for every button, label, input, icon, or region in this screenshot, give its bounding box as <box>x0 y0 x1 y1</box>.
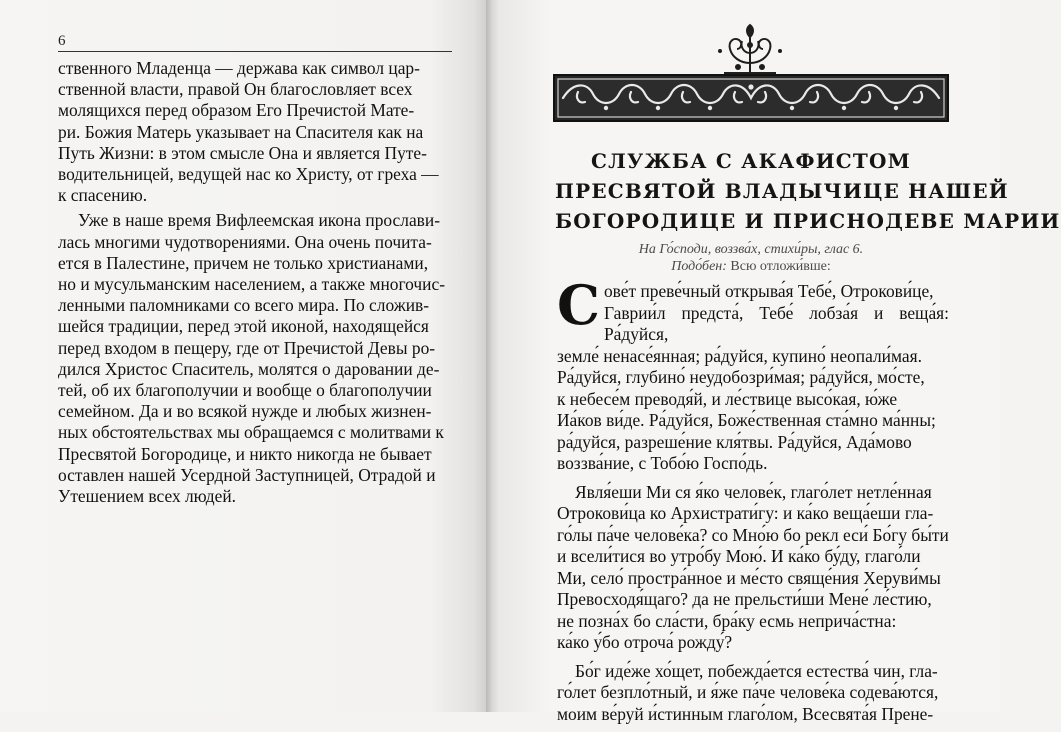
text-line: Ми, село́ простра́нное и ме́сто свяще́ния Херуви́мы <box>557 567 941 588</box>
text-line: моим ве́руй и́стинным глаго́лом, Всесвята́я Прене- <box>557 703 934 724</box>
title-line: ПРЕСВЯТОЙ ВЛАДЫЧИЦЕ НАШЕЙ <box>555 179 1009 203</box>
stichera-paragraph <box>557 661 949 726</box>
text-line: Ра́дуйся, глубино́ неудобозри́мая; ра́дуйся, мо́сте, <box>557 367 925 387</box>
left-page-body <box>58 58 452 507</box>
text-line: ственной власти, правой Он благословляет всех <box>58 79 413 100</box>
rubric <box>555 241 947 275</box>
text-line: ри. Божия Матерь указывает на Спасителя как на <box>58 121 424 142</box>
text-line: дился Христос Спаситель, молятся о даровании де- <box>58 358 440 379</box>
text-line: ра́дуйся, разреше́ние кля́твы. Ра́дуйся, Ада́мово <box>557 431 912 452</box>
text-line: Отрокови́ца ко Архистрати́гу: и ка́ко веща́еши гла- <box>557 503 934 523</box>
header-rule <box>58 51 452 52</box>
drop-cap: С <box>557 273 600 337</box>
text-line: оставлен нашей Усердной Заступницей, Отрадой и <box>58 464 436 485</box>
stichera-paragraph <box>557 482 949 654</box>
text-line: ется в Палестине, причем не только христианами, <box>58 252 429 273</box>
text-line: Превосходя́щаго? да не прельсти́ши Мене́ ле́стию, <box>557 589 932 609</box>
text-line: Бо́г иде́же хо́щет, побежда́ется естества́ чин, гла- <box>575 660 938 681</box>
title-line: БОГОРОДИЦЕ И ПРИСНОДЕВЕ МАРИИ <box>555 209 1061 233</box>
text-line: ове́т преве́чный открыва́я Тебе́, Отрокови́це, <box>603 281 934 301</box>
text-line: к спасению. <box>58 185 148 206</box>
text-line: тей, об их благополучии и вообще о благополучии <box>58 380 432 401</box>
text-line: но и мусульманским населением, а также многочис- <box>58 274 445 295</box>
right-page-body <box>557 273 949 732</box>
rubric-line: На Го́споди, воззва́х, стихи́ры, глас 6. <box>638 242 864 257</box>
text-line: не позна́х бо сла́сти, бра́ку есмь неприча́стна: <box>557 610 897 631</box>
floral-ornament-icon <box>712 23 788 79</box>
title-line: СЛУЖБА С АКАФИСТОМ <box>591 149 911 173</box>
text-line: Уже в наше время Вифлеемская икона прослави- <box>78 210 440 231</box>
rubric-label: Подо́бен: <box>671 259 727 274</box>
left-paragraph <box>58 58 452 206</box>
page-number: 6 <box>58 33 66 49</box>
text-line: Явля́еши Ми ся я́ко челове́к, глаго́лет нетле́нная <box>575 481 932 502</box>
text-line: Гаврии́л предста́, Тебе́ лобза́я и веща́я: Ра́дуйся, <box>603 302 949 344</box>
rubric-value: Всю отложи́вше: <box>730 259 831 274</box>
text-line: семейном. Да и во всякой нужде и любых жизнен- <box>58 401 432 422</box>
text-line: Пресвятой Богородице, и никто никогда не бывает <box>58 443 432 464</box>
text-line: шейся традиции, перед этой иконой, находящейся <box>58 316 429 337</box>
rubric-podoben <box>555 258 947 275</box>
service-title <box>555 146 1061 236</box>
text-line: к небесе́м преводя́й, и ле́ствице высо́кая, ю́же <box>557 388 898 409</box>
text-line: ка́ко у́бо отроча́ рожду́? <box>557 632 733 652</box>
text-line: ственного Младенца — держава как символ цар- <box>58 58 420 78</box>
text-line: воззва́ние, с Тобо́ю Госпо́дь. <box>557 453 768 473</box>
ornamental-band-icon <box>553 74 949 122</box>
text-line: го́лы па́че челове́ка? со Мно́ю бо рекл еси́ Бо́гу бы́ти <box>557 524 949 545</box>
text-line: перед входом в пещеру, где от Пречистой Девы ро- <box>58 337 436 358</box>
text-line: лась многими чудотворениями. Она очень почита- <box>58 231 432 252</box>
text-line: водительницей, ведущей нас ко Христу, от греха — <box>58 164 439 185</box>
left-paragraph <box>58 210 452 507</box>
text-line: ных обстоятельствах мы обращаемся с молитвами к <box>58 422 444 443</box>
text-line: молящихся перед образом Его Пречистой Мате- <box>58 100 415 121</box>
text-line: Путь Жизни: в этом смысле Она и является Путе- <box>58 142 427 163</box>
text-line: и всели́тися во утро́бу Мою́. И ка́ко бу́ду, глаго́ли <box>557 546 921 566</box>
text-line: Утешением всех людей. <box>58 486 237 507</box>
stichera-paragraph <box>557 273 949 475</box>
text-line: ленными паломниками со всего мира. По сложив- <box>58 295 430 316</box>
text-line: земле́ ненасе́янная; ра́дуйся, купино́ неопали́мая. <box>557 345 922 366</box>
book-gutter <box>486 0 500 712</box>
text-line: го́лет безпло́тный, и я́же па́че челове́ка содева́ются, <box>557 682 939 702</box>
text-line: Иа́ков ви́де. Ра́дуйся, Боже́ственная ста́мно ма́нны; <box>557 410 936 430</box>
